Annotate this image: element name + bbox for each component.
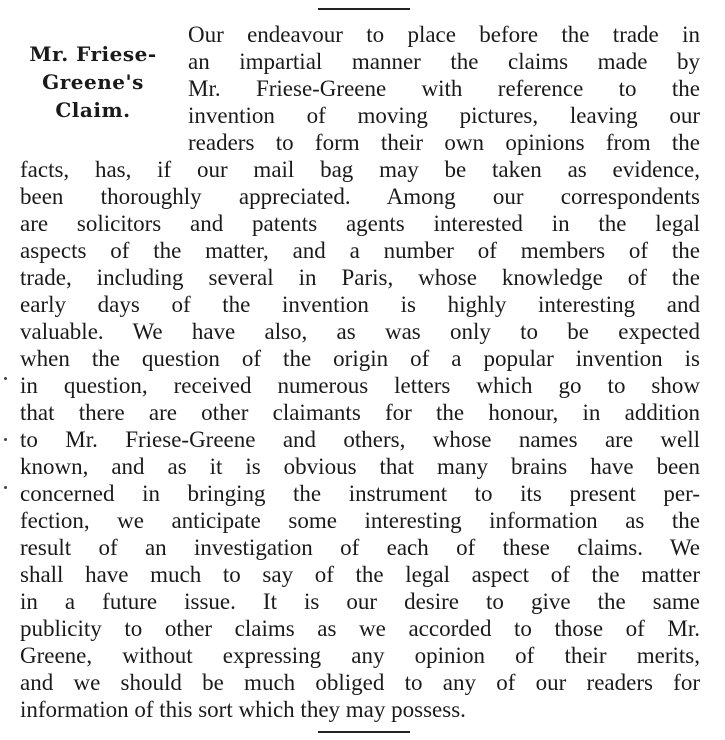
- body-line: that there are other claimants for the honour, in addition: [20, 400, 700, 425]
- body-line: Mr. Friese-Greene with reference to the: [188, 76, 700, 101]
- margin-speck: [4, 377, 7, 380]
- top-divider-rule: [318, 8, 410, 10]
- body-line: are solicitors and patents agents interested in the legal: [20, 211, 700, 236]
- body-line: when the question of the origin of a popular invention is: [20, 346, 700, 371]
- body-line: Our endeavour to place before the trade in: [188, 22, 700, 47]
- body-line: to Mr. Friese-Greene and others, whose names are well: [20, 427, 700, 452]
- body-line: Greene, without expressing any opinion of their merits,: [20, 643, 700, 668]
- body-line: early days of the invention is highly interesting and: [20, 292, 700, 317]
- side-heading-line-1: Mr. Friese-: [29, 42, 157, 66]
- body-line: in a future issue. It is our desire to give the same: [20, 589, 700, 614]
- body-line: publicity to other claims as we accorded to those of Mr.: [20, 616, 700, 641]
- body-line: facts, has, if our mail bag may be taken as evidence,: [20, 157, 700, 182]
- bottom-divider-rule: [318, 731, 410, 733]
- body-line: in question, received numerous letters which go to show: [20, 373, 700, 398]
- body-line: an impartial manner the claims made by: [188, 49, 700, 74]
- body-line: invention of moving pictures, leaving our: [188, 103, 700, 128]
- side-heading: [18, 40, 168, 124]
- margin-speck: [4, 438, 7, 441]
- body-line: been thoroughly appreciated. Among our correspondents: [20, 184, 700, 209]
- side-heading-line-2: Greene's: [42, 70, 144, 94]
- body-line: shall have much to say of the legal aspect of the matter: [20, 562, 700, 587]
- body-line: information of this sort which they may possess.: [20, 697, 466, 722]
- body-line: trade, including several in Paris, whose knowledge of the: [20, 265, 700, 290]
- body-line: result of an investigation of each of these claims. We: [20, 535, 700, 560]
- margin-speck: [4, 486, 7, 489]
- body-line: and we should be much obliged to any of our readers for: [20, 670, 700, 695]
- body-line: valuable. We have also, as was only to be expected: [20, 319, 700, 344]
- body-line: readers to form their own opinions from the: [188, 130, 700, 155]
- body-line: concerned in bringing the instrument to its present per-: [20, 481, 700, 506]
- body-line: known, and as it is obvious that many brains have been: [20, 454, 700, 479]
- body-line: fection, we anticipate some interesting information as the: [20, 508, 700, 533]
- body-line: aspects of the matter, and a number of members of the: [20, 238, 700, 263]
- side-heading-line-3: Claim.: [55, 98, 131, 122]
